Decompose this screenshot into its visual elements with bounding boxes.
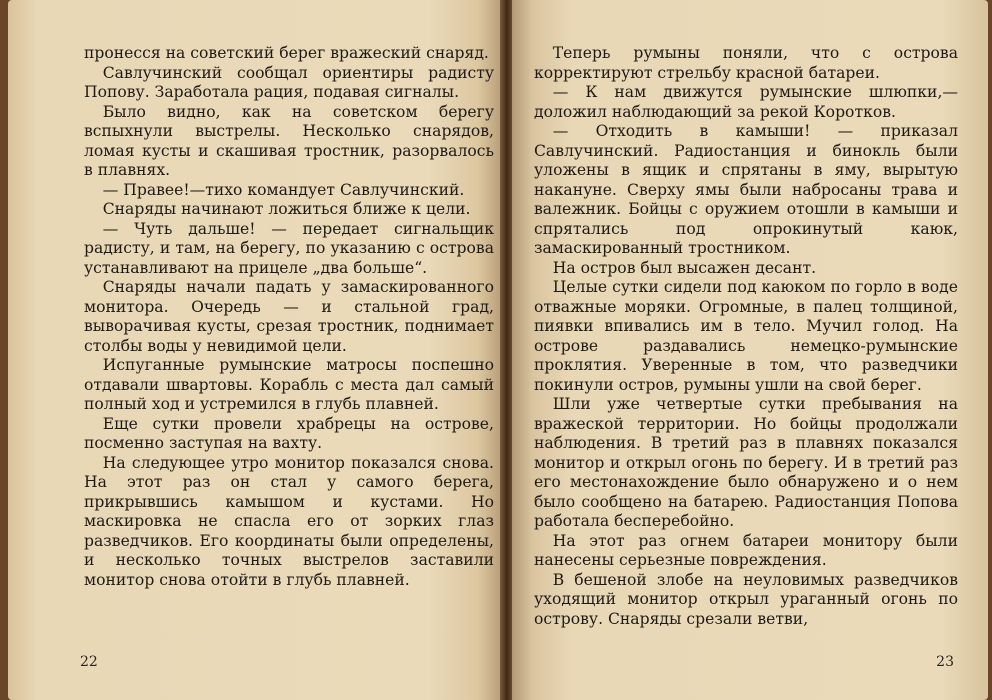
paragraph: На этот раз огнем батареи монитору были нанесены серьезные повреждения. bbox=[534, 531, 958, 569]
right-page bbox=[512, 0, 988, 700]
paragraph: — Чуть дальше! — передает сигнальщик радисту, и там, на берегу, по указанию с острова устанавливают на прицеле „два больше“. bbox=[84, 219, 494, 277]
paragraph: Теперь румыны поняли, что с острова корректируют стрельбу красной батареи. bbox=[534, 44, 958, 82]
paragraph: В бешеной злобе на неуловимых разведчиков уходящий монитор открыл ураганный огонь по острову. Снаряды срезали ветви, bbox=[534, 570, 958, 628]
left-page bbox=[8, 0, 502, 700]
paragraph: Снаряды начали падать у замаскированного монитора. Очередь — и стальной град, выворачивая кусты, срезая тростник, поднимает столбы воды у невидимой цели. bbox=[84, 278, 494, 355]
paragraph: Шли уже четвертые сутки пребывания на вражеской территории. Но бойцы продолжали наблюдения. В третий раз в плавнях показался монитор и открыл огонь по берегу. И в третий раз его местонахождение было обнаружено и о нем было сообщено на батарею. Радиостанция Попова работала бесперебойно. bbox=[534, 395, 958, 530]
paragraph: Еще сутки провели храбрецы на острове, посменно заступая на вахту. bbox=[84, 414, 494, 452]
paragraph: — К нам движутся румынские шлюпки,— доложил наблюдающий за рекой Коротков. bbox=[534, 83, 958, 121]
paragraph: — Отходить в камыши! — приказал Савлучинский. Радиостанция и бинокль были уложены в ящик и спрятаны в яму, вырытую накануне. Сверху ямы были набросаны трава и валежник. Бойцы с оружием отошли в камыши и спрятались под опрокинутый каюк, замаскированный тростником. bbox=[534, 122, 958, 257]
paragraph: Савлучинский сообщал ориентиры радисту Попову. Заработала рация, подавая сигналы. bbox=[84, 63, 494, 101]
paragraph: пронесся на советский берег вражеский снаряд. bbox=[84, 44, 489, 62]
page-number-left: 22 bbox=[80, 653, 98, 670]
paragraph: Целые сутки сидели под каюком по горло в воде отважные моряки. Огромные, в палец толщиной, пиявки впивались им в тело. Мучил голод. На острове раздавались немецко-румынские проклятия. Уверенные в том, что разведчики покинули остров, румыны ушли на свой берег. bbox=[534, 278, 958, 394]
paragraph: Испуганные румынские матросы поспешно отдавали швартовы. Корабль с места дал самый полный ход и устремился в глубь плавней. bbox=[84, 356, 494, 413]
page-number-right: 23 bbox=[936, 653, 954, 670]
paragraph: На остров был высажен десант. bbox=[552, 258, 817, 277]
paragraph: Снаряды начинают ложиться ближе к цели. bbox=[102, 200, 471, 218]
paragraph: — Правее!—тихо командует Савлучинский. bbox=[102, 180, 465, 199]
paragraph: На следующее утро монитор показался снова. На этот раз он стал у самого берега, прикрывшись камышом и кустами. Но маскировка не спасла его от зорких глаз разведчиков. Его координаты были определены, и несколько точных выстрелов заставили монитор снова отойти в глубь плавней. bbox=[84, 453, 494, 589]
paragraph: Было видно, как на советском берегу вспыхнули выстрелы. Несколько снарядов, ломая кусты и скашивая тростник, разорвалось в плавнях. bbox=[84, 102, 494, 179]
